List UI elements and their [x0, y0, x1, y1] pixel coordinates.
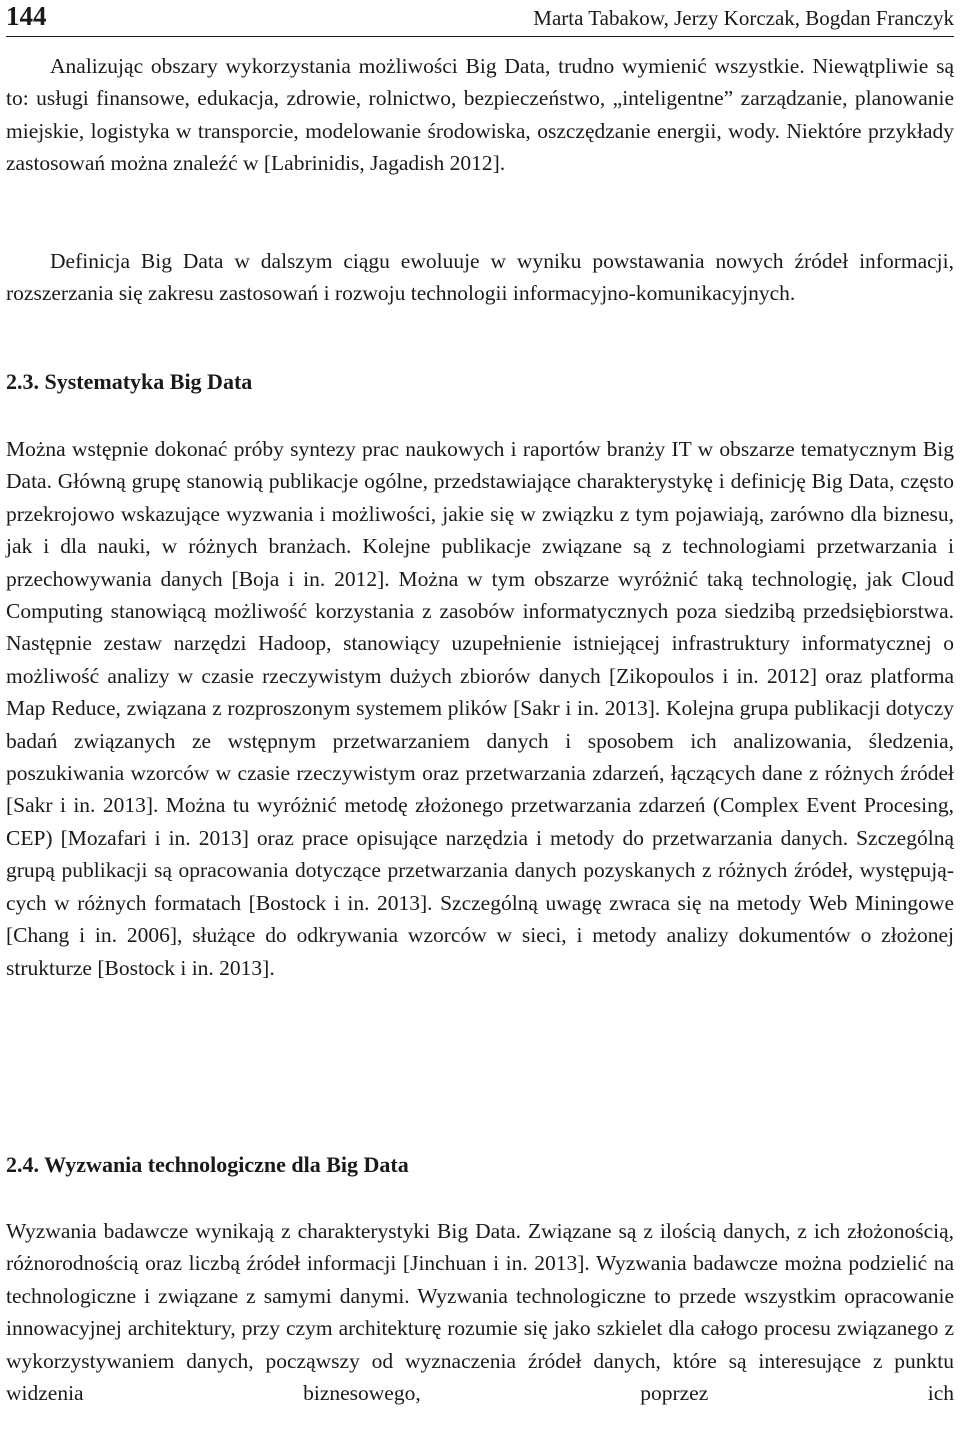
- running-header-authors: Marta Tabakow, Jerzy Korczak, Bogdan Franczyk: [533, 6, 954, 30]
- page-number: 144: [6, 1, 47, 31]
- section-2-4-body: Wyzwania badawcze wynikają z charakterystyki Big Data. Związane są z ilością danych, z ich złożonością, różnorodnością oraz liczbą źródeł informacji [Jinchuan i in. 2013]. Wyzwania badawcze można podzielić na technologiczne i związane z samymi danymi. Wyzwania technologiczne to przede wszystkim opracowanie innowacyjnej architektury, przy czym architekturę rozumie się jako szkielet dla całogo procesu związanego z wykorzystywaniem danych, począwszy od wyznaczenia źródeł danych, które są interesujące z punktu widzenia biznesowego, poprzez ich: [6, 1219, 954, 1406]
- section-2-3-body: Można wstępnie dokonać próby syntezy prac naukowych i raportów branży IT w obszarze tematycznym Big Data. Główną grupę stanowią publikacje ogólne, przedstawiające charakterystykę i definicję Big Data, często przekrojowo wskazujące wyzwania i możliwości, jakie się w związku z tym pojawiają, zarówno dla biznesu, jak i dla nauki, w różnych branżach. Kolejne publikacje związane są z technologiami przetwarzania i przechowywania danych [Boja i in. 2012]. Można w tym obszarze wyróżnić taką technologię, jak Cloud Computing stanowiącą możliwość korzystania z zasobów informatycznych poza siedzibą przedsiębiorstwa. Następnie zestaw narzędzi Hadoop, stanowiący uzupełnienie istniejącej infrastruktury informatycznej o możliwość analizy w czasie rzeczywistym dużych zbiorów danych [Zikopoulos i in. 2012] oraz platforma Map Reduce, związana z rozproszonym systemem plików [Sakr i in. 2013]. Kolejna grupa publikacji dotyczy badań związanych ze wstępnym przetwarzaniem danych i sposobem ich analizowania, śledzenia, poszukiwania wzorców w czasie rzeczywistym oraz przetwarzania zdarzeń, łączących dane z różnych źródeł [Sakr i in. 2013]. Można tu wyróżnić metodę złożonego przetwarzania zdarzeń (Complex Event Procesing, CEP) [Mozafari i in. 2013] oraz prace opisujące narzędzia i metody do przetwarzania danych. Szczególną grupą publikacji są opracowania dotyczące przetwarzania danych pozyskanych z różnych źródeł, występujących w różnych formatach [Bostock i in. 2013]. Szczególną uwagę zwraca się na metody Web Miningowe [Chang i in. 2006], służące do odkrywania wzorców w sieci, i metody analizy dokumentów o złożonej strukturze [Bostock i in. 2013].: [6, 437, 954, 980]
- section-heading-2-4: 2.4. Wyzwania technologiczne dla Big Data: [6, 1152, 409, 1177]
- section-heading-2-3: 2.3. Systematyka Big Data: [6, 369, 253, 394]
- intro-paragraph-2: Definicja Big Data w dalszym ciągu ewoluuje w wyniku powstawania nowych źródeł informacji, rozszerzania się zakresu zastosowań i rozwoju technologii informacyjno-komunikacyjnych.: [6, 249, 954, 306]
- running-header: [6, 0, 954, 37]
- intro-paragraph-1: Analizując obszary wykorzystania możliwości Big Data, trudno wymienić wszystkie. Niewątpliwie są to: usługi finansowe, edukacja, zdrowie, rolnictwo, bezpieczeństwo, „inteligentne” zarządzanie, planowanie miejskie, logistyka w transporcie, modelowanie środowiska, oszczędzanie energii, wody. Niektóre przykłady zastosowań można znaleźć w [Labrinidis, Jagadish 2012].: [6, 54, 954, 176]
